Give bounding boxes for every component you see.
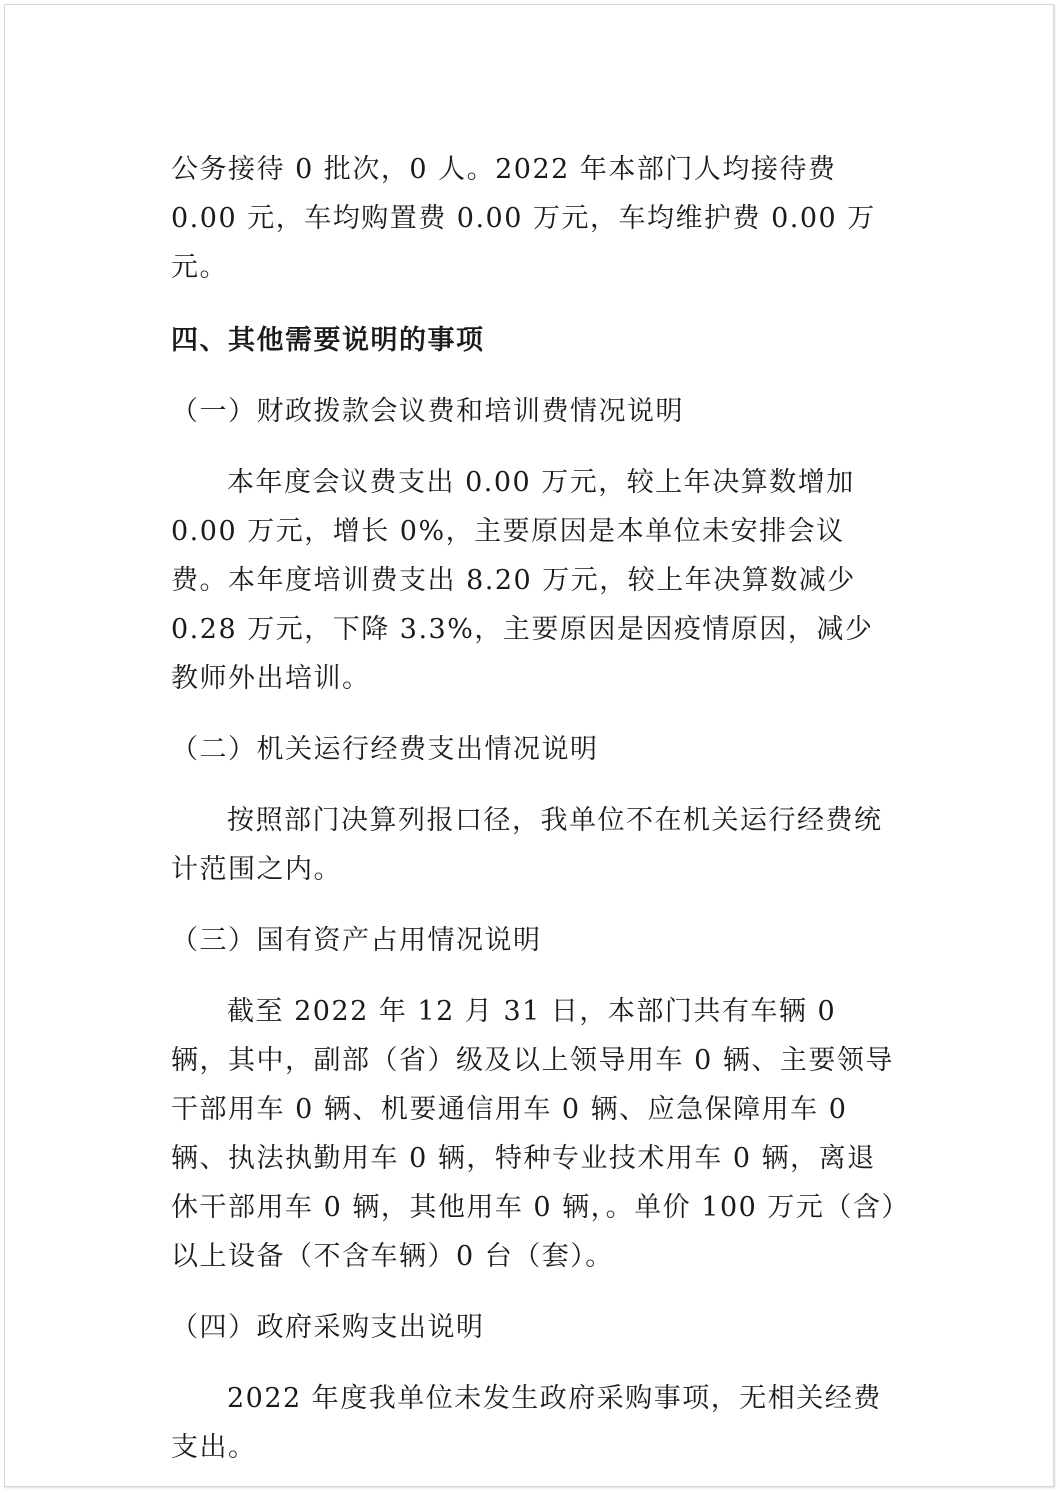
document-body	[171, 145, 901, 1472]
subheading-procurement: （四）政府采购支出说明	[171, 1312, 485, 1343]
document-page	[4, 4, 1054, 1487]
section-heading-other-matters: 四、其他需要说明的事项	[171, 325, 485, 356]
paragraph-operating-expenses: 按照部门决算列报口径，我单位不在机关运行经费统计范围之内。	[171, 805, 883, 885]
paragraph-meeting-training: 本年度会议费支出 0.00 万元，较上年决算数增加 0.00 万元，增长 0%，主要原因是本单位未安排会议费。本年度培训费支出 8.20 万元，较上年决算数减少 0.28 万元，下降 3.3%，主要原因是因疫情原因，减少教师外出培训。	[171, 467, 874, 694]
subheading-state-assets: （三）国有资产占用情况说明	[171, 925, 542, 956]
paragraph-state-assets: 截至 2022 年 12 月 31 日，本部门共有车辆 0 辆，其中，副部（省）级及以上领导用车 0 辆、主要领导干部用车 0 辆、机要通信用车 0 辆、应急保障用车 0 辆、执法执勤用车 0 辆，特种专业技术用车 0 辆，离退休干部用车 0 辆，其他用车 0 辆，。单价 100 万元（含）以上设备（不含车辆）0 台（套）。	[171, 996, 897, 1272]
subheading-operating-expenses: （二）机关运行经费支出情况说明	[171, 734, 599, 765]
paragraph-reception: 公务接待 0 批次，0 人。2022 年本部门人均接待费 0.00 元，车均购置费 0.00 万元，车均维护费 0.00 万元。	[171, 154, 876, 283]
subheading-meeting-training: （一）财政拨款会议费和培训费情况说明	[171, 396, 684, 427]
paragraph-procurement: 2022 年度我单位未发生政府采购事项，无相关经费支出。	[171, 1383, 882, 1463]
